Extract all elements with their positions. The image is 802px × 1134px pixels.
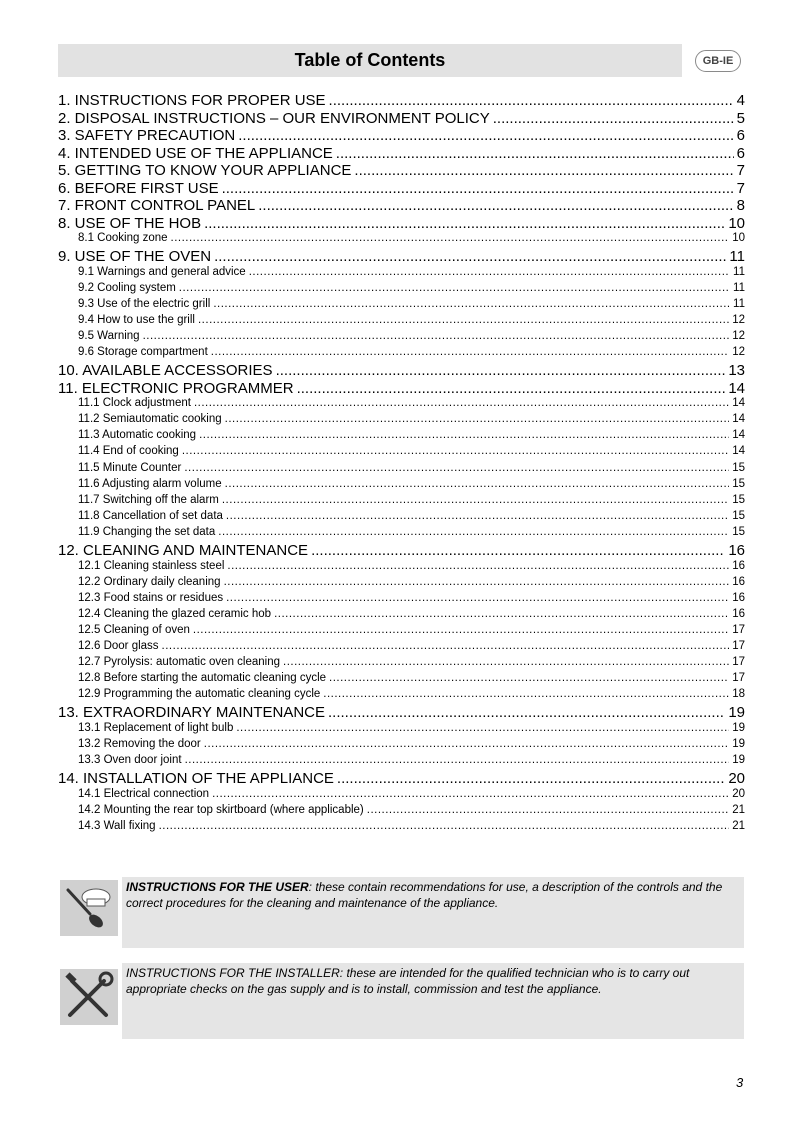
toc-entry-title: 12.5 Cleaning of oven (78, 623, 190, 636)
toc-section-entry (58, 362, 745, 380)
toc-entry-title: 12.2 Ordinary daily cleaning (78, 575, 221, 588)
toc-entry-title: 14. INSTALLATION OF THE APPLIANCE (58, 770, 334, 788)
toc-section-entry (58, 380, 745, 398)
toc-section-entry (58, 215, 745, 233)
toc-leader-dots (193, 624, 729, 636)
user-instructions-body: : these contain recommendations for use, a description of the controls and the correct procedures for the cleaning and maintenance of the appliance. (126, 880, 723, 910)
toc-entry-page: 19 (732, 754, 745, 767)
toc-entry-page: 11 (733, 281, 745, 294)
toc-entry-title: 8.1 Cooking zone (78, 232, 168, 244)
toc-entry-title: 12.7 Pyrolysis: automatic oven cleaning (78, 656, 280, 669)
toc-entry-page: 15 (732, 509, 745, 522)
toc-entry-page: 13 (728, 362, 745, 380)
toc-leader-dots (211, 346, 729, 358)
toc-entry-page: 16 (732, 559, 745, 572)
toc-leader-dots (225, 478, 730, 490)
toc-entry-title: 9.2 Cooling system (78, 281, 176, 294)
toc-leader-dots (162, 640, 730, 652)
toc-leader-dots (249, 266, 730, 278)
toc-subsection-entry (58, 592, 745, 608)
toc-leader-dots (283, 656, 729, 668)
toc-leader-dots (194, 397, 729, 409)
toc-subsection-entry (58, 429, 745, 445)
toc-entry-page: 15 (732, 461, 745, 474)
toc-entry-page: 19 (732, 721, 745, 734)
chef-hat-spoon-icon (60, 880, 118, 936)
toc-subsection-entry (58, 232, 745, 248)
toc-subsection-entry (58, 804, 745, 820)
toc-entry-title: 10. AVAILABLE ACCESSORIES (58, 362, 273, 380)
toc-entry-page: 20 (732, 787, 745, 800)
toc-entry-page: 15 (732, 493, 745, 506)
toc-entry-title: 13.1 Replacement of light bulb (78, 721, 234, 734)
toc-entry-page: 14 (732, 413, 745, 426)
user-instructions-lead: INSTRUCTIONS FOR THE USER (126, 880, 309, 894)
toc-entry-title: 4. INTENDED USE OF THE APPLIANCE (58, 144, 333, 162)
toc-leader-dots (329, 672, 729, 684)
toc-subsection-entry (58, 330, 745, 346)
toc-section-entry (58, 542, 745, 560)
toc-leader-dots (297, 380, 726, 397)
toc-subsection-entry (58, 722, 745, 738)
toc-entry-page: 12 (732, 329, 745, 342)
toc-leader-dots (179, 282, 730, 294)
toc-entry-page: 17 (732, 672, 745, 685)
toc-leader-dots (336, 145, 734, 162)
toc-entry-title: 7. FRONT CONTROL PANEL (58, 197, 256, 214)
toc-leader-dots (236, 722, 729, 734)
toc-entry-title: 11. ELECTRONIC PROGRAMMER (58, 379, 294, 397)
toc-entry-page: 8 (736, 197, 745, 214)
toc-entry-title: 9. USE OF THE OVEN (58, 248, 212, 266)
user-instructions-text (122, 877, 744, 911)
toc-section-entry (58, 92, 745, 110)
toc-subsection-entry (58, 397, 745, 413)
toc-entry-page: 15 (732, 525, 745, 538)
toc-entry-title: 12.6 Door glass (78, 639, 159, 652)
toc-entry-title: 9.6 Storage compartment (78, 346, 208, 359)
toc-entry-title: 12.3 Food stains or residues (78, 591, 224, 604)
toc-entry-page: 16 (732, 575, 745, 588)
toc-entry-title: 3. SAFETY PRECAUTION (58, 127, 236, 144)
table-of-contents (58, 92, 745, 836)
toc-entry-page: 6 (736, 127, 745, 144)
toc-entry-title: 11.4 End of cooking (78, 445, 179, 458)
toc-entry-title: 14.2 Mounting the rear top skirtboard (where applicable) (78, 803, 364, 816)
toc-leader-dots (225, 413, 730, 425)
toc-entry-page: 14 (732, 397, 745, 410)
toc-entry-title: 9.4 How to use the grill (78, 313, 195, 326)
toc-subsection-entry (58, 298, 745, 314)
toc-leader-dots (212, 788, 729, 800)
toc-entry-title: 11.3 Automatic cooking (78, 429, 197, 442)
toc-entry-page: 7 (736, 162, 745, 179)
toc-entry-page: 14 (732, 429, 745, 442)
toc-leader-dots (274, 608, 729, 620)
toc-subsection-entry (58, 560, 745, 576)
toc-entry-title: 9.3 Use of the electric grill (78, 297, 211, 310)
toc-entry-page: 21 (732, 819, 745, 832)
toc-leader-dots (222, 494, 729, 506)
toc-subsection-entry (58, 788, 745, 804)
toc-leader-dots (143, 330, 730, 342)
toc-leader-dots (367, 804, 729, 816)
toc-entry-title: 9.1 Warnings and general advice (78, 265, 246, 278)
toc-entry-title: 13.2 Removing the door (78, 737, 201, 750)
toc-entry-page: 5 (736, 109, 745, 127)
toc-leader-dots (323, 688, 729, 700)
toc-subsection-entry (58, 266, 745, 282)
toc-subsection-entry (58, 413, 745, 429)
toc-entry-page: 11 (733, 297, 745, 310)
toc-leader-dots (329, 92, 734, 109)
toc-leader-dots (184, 462, 729, 474)
toc-entry-title: 5. GETTING TO KNOW YOUR APPLIANCE (58, 162, 352, 179)
toc-section-entry (58, 127, 745, 145)
toc-entry-title: 11.8 Cancellation of set data (78, 509, 223, 522)
toc-subsection-entry (58, 656, 745, 672)
toc-subsection-entry (58, 346, 745, 362)
toc-entry-page: 19 (728, 704, 745, 722)
toc-leader-dots (214, 248, 726, 265)
toc-subsection-entry (58, 738, 745, 754)
toc-subsection-entry (58, 688, 745, 704)
toc-leader-dots (199, 429, 729, 441)
toc-entry-page: 14 (728, 379, 745, 397)
toc-entry-title: 11.2 Semiautomatic cooking (78, 413, 222, 426)
toc-leader-dots (198, 314, 729, 326)
toc-leader-dots (226, 510, 729, 522)
toc-entry-title: 6. BEFORE FIRST USE (58, 179, 219, 197)
toc-leader-dots (204, 738, 729, 750)
toc-leader-dots (227, 560, 729, 572)
toc-subsection-entry (58, 478, 745, 494)
toc-entry-page: 17 (732, 656, 745, 669)
toc-entry-title: 11.7 Switching off the alarm (78, 493, 219, 506)
toc-section-entry (58, 704, 745, 722)
toc-leader-dots (493, 110, 734, 127)
toc-subsection-entry (58, 624, 745, 640)
toc-entry-page: 4 (736, 92, 745, 109)
toc-subsection-entry (58, 640, 745, 656)
toc-subsection-entry (58, 576, 745, 592)
toc-entry-page: 11 (733, 265, 745, 278)
toc-entry-title: 12.9 Programming the automatic cleaning cycle (78, 688, 321, 701)
toc-entry-title: 11.6 Adjusting alarm volume (78, 477, 222, 490)
toc-entry-page: 12 (732, 313, 745, 326)
toc-entry-page: 19 (732, 737, 745, 750)
toc-entry-page: 12 (732, 346, 745, 359)
toc-leader-dots (328, 704, 725, 721)
toc-leader-dots (159, 820, 730, 832)
toc-leader-dots (354, 162, 733, 179)
toc-entry-title: 14.1 Electrical connection (78, 787, 210, 800)
toc-entry-page: 15 (732, 477, 745, 490)
toc-leader-dots (218, 526, 729, 538)
toc-subsection-entry (58, 494, 745, 510)
toc-entry-title: 14.3 Wall fixing (78, 819, 156, 832)
toc-leader-dots (224, 576, 730, 588)
toc-entry-title: 9.5 Warning (78, 329, 140, 342)
user-instructions-note (122, 877, 744, 948)
toc-entry-page: 10 (732, 232, 745, 244)
tools-icon (60, 969, 118, 1025)
toc-entry-title: 12.1 Cleaning stainless steel (78, 559, 225, 572)
toc-subsection-entry (58, 820, 745, 836)
toc-leader-dots (171, 232, 730, 244)
toc-subsection-entry (58, 282, 745, 298)
toc-entry-title: 11.5 Minute Counter (78, 461, 182, 474)
toc-subsection-entry (58, 608, 745, 624)
toc-section-entry (58, 248, 745, 266)
toc-leader-dots (185, 754, 730, 766)
toc-entry-title: 13.3 Oven door joint (78, 754, 182, 767)
toc-subsection-entry (58, 462, 745, 478)
toc-leader-dots (226, 592, 729, 604)
toc-leader-dots (311, 542, 725, 559)
toc-leader-dots (213, 298, 730, 310)
toc-entry-page: 21 (732, 803, 745, 816)
toc-leader-dots (222, 180, 734, 197)
toc-subsection-entry (58, 510, 745, 526)
toc-entry-title: 11.9 Changing the set data (78, 525, 216, 538)
toc-entry-title: 12. CLEANING AND MAINTENANCE (58, 542, 309, 559)
installer-instructions-text: INSTRUCTIONS FOR THE INSTALLER: these are intended for the qualified technician who is to carry out appropriate checks on the gas supply and is to install, commission and test the appliance. (126, 966, 690, 996)
toc-entry-title: 8. USE OF THE HOB (58, 214, 202, 232)
toc-subsection-entry (58, 314, 745, 330)
toc-entry-page: 17 (732, 623, 745, 636)
toc-entry-title: 12.4 Cleaning the glazed ceramic hob (78, 607, 272, 620)
toc-entry-title: 12.8 Before starting the automatic cleaning cycle (78, 672, 327, 685)
toc-section-entry (58, 770, 745, 788)
toc-leader-dots (204, 215, 725, 232)
toc-section-entry (58, 162, 745, 180)
toc-leader-dots (276, 362, 726, 379)
page-number: 3 (736, 1075, 744, 1090)
toc-leader-dots (258, 197, 733, 214)
toc-entry-page: 16 (728, 542, 745, 559)
toc-entry-page: 20 (728, 770, 745, 788)
toc-section-entry (58, 110, 745, 128)
toc-entry-title: 2. DISPOSAL INSTRUCTIONS – OUR ENVIRONMENT POLICY (58, 109, 490, 127)
toc-entry-page: 16 (732, 607, 745, 620)
toc-entry-page: 18 (732, 688, 745, 701)
toc-entry-title: 13. EXTRAORDINARY MAINTENANCE (58, 704, 326, 722)
toc-subsection-entry (58, 672, 745, 688)
toc-section-entry (58, 180, 745, 198)
toc-entry-page: 17 (732, 639, 745, 652)
toc-header (58, 44, 682, 77)
toc-section-entry (58, 145, 745, 163)
toc-leader-dots (337, 770, 725, 787)
toc-entry-title: 11.1 Clock adjustment (78, 397, 191, 410)
page-title: Table of Contents (294, 50, 446, 70)
toc-subsection-entry (58, 445, 745, 461)
language-badge: GB-IE (695, 50, 741, 72)
toc-entry-page: 11 (729, 248, 745, 266)
toc-subsection-entry (58, 526, 745, 542)
toc-section-entry (58, 197, 745, 215)
toc-entry-page: 7 (736, 179, 745, 197)
toc-entry-page: 16 (732, 591, 745, 604)
toc-entry-page: 6 (736, 144, 745, 162)
toc-entry-title: 1. INSTRUCTIONS FOR PROPER USE (58, 92, 326, 109)
toc-subsection-entry (58, 754, 745, 770)
toc-leader-dots (238, 127, 733, 144)
installer-instructions-note (122, 963, 744, 1039)
toc-entry-page: 14 (732, 445, 745, 458)
toc-leader-dots (182, 445, 729, 457)
toc-entry-page: 10 (728, 214, 745, 232)
